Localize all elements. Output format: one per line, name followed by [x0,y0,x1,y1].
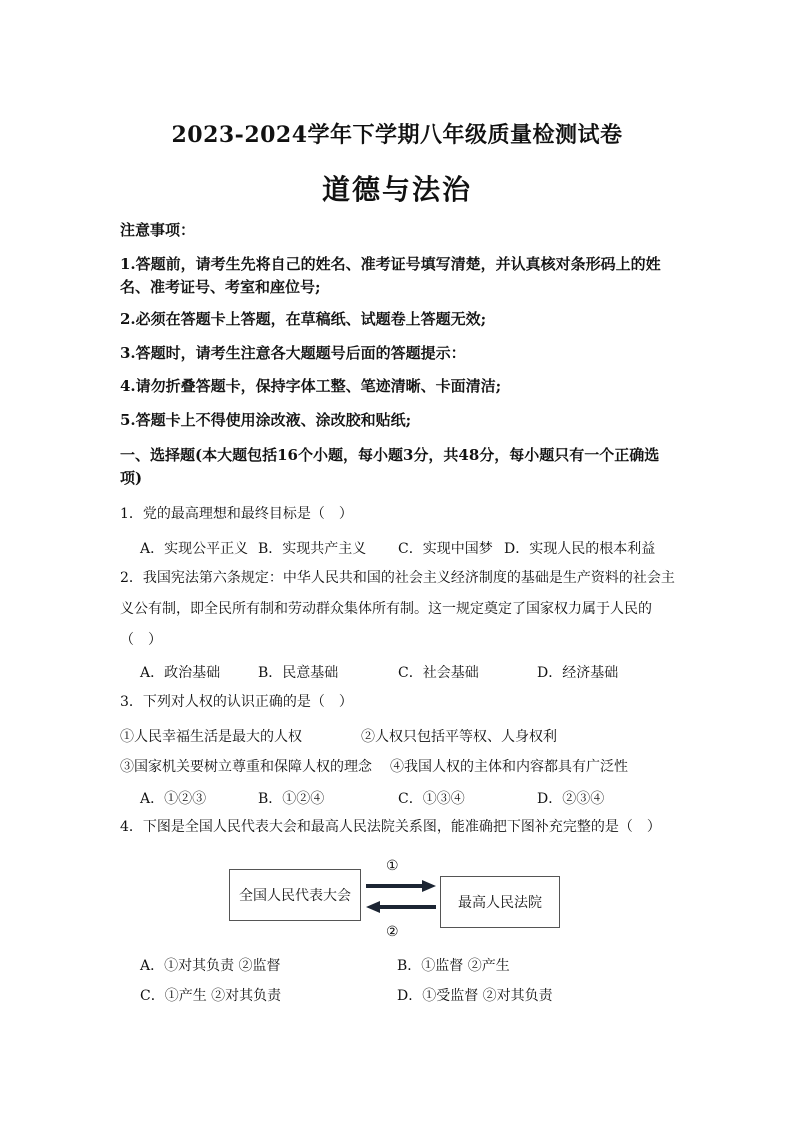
question-4-stem: 4．下图是全国人民代表大会和最高人民法院关系图，能准确把下图补充完整的是（ ） [120,819,661,835]
question-4-option-b: B．①监督 ②产生 [397,958,510,974]
question-1-option-d: D．实现人民的根本利益 [504,541,656,557]
question-3-option-c: C．①③④ [398,791,465,807]
note-item-1: 1.答题前，请考生先将自己的姓名、准考证号填写清楚，并认真核对条形码上的姓名、准考证号、考室和座位号; [120,255,661,296]
question-3-option-d: D．②③④ [537,791,605,807]
question-2-option-d: D．经济基础 [537,665,619,681]
question-3-statement-4: ④我国人权的主体和内容都具有广泛性 [390,759,628,775]
note-item-2: 2.必须在答题卡上答题，在草稿纸、试题卷上答题无效; [120,310,487,328]
notes-heading: 注意事项： [120,221,196,239]
question-2-option-c: C．社会基础 [398,665,479,681]
question-2-option-a: A．政治基础 [140,665,221,681]
question-4-option-a: A．①对其负责 ②监督 [140,958,281,974]
subject-title: 道德与法治 [321,173,472,206]
question-3-option-a: A．①②③ [140,791,207,807]
question-1-stem: 1．党的最高理想和最终目标是（ ） [120,506,353,522]
question-3-statement-3: ③国家机关要树立尊重和保障人权的理念 [120,759,372,775]
arrow-right-icon [366,880,436,892]
question-4-option-c: C．①产生 ②对其负责 [140,988,282,1004]
section-heading: 一、选择题(本大题包括16个小题，每小题3分，共48分，每小题只有一个正确选项) [120,446,660,487]
question-1-option-b: B．实现共产主义 [258,541,367,557]
arrow-left-icon [366,901,436,913]
note-item-5: 5.答题卡上不得使用涂改液、涂改胶和贴纸; [120,411,412,429]
npc-box: 全国人民代表大会 [229,869,361,921]
question-2-stem: 2．我国宪法第六条规定：中华人民共和国的社会主义经济制度的基础是生产资料的社会主义公有制，即全民所有制和劳动群众集体所有制。这一规定奠定了国家权力属于人民的（ ） [120,570,675,648]
question-4-option-d: D．①受监督 ②对其负责 [397,988,553,1004]
question-3-statement-1: ①人民幸福生活是最大的人权 [120,729,302,745]
question-2-option-b: B．民意基础 [258,665,339,681]
marker-2: ② [386,924,399,940]
exam-title: 2023-2024学年下学期八年级质量检测试卷 [171,122,623,148]
note-item-3: 3.答题时，请考生注意各大题题号后面的答题提示： [120,344,466,362]
question-3-stem: 3．下列对人权的认识正确的是（ ） [120,694,353,710]
relationship-arrows [364,878,438,918]
question-3-statement-2: ②人权只包括平等权、人身权利 [361,729,557,745]
note-item-4: 4.请勿折叠答题卡，保持字体工整、笔迹清晰、卡面清洁; [120,377,502,395]
supreme-court-box: 最高人民法院 [440,876,560,928]
marker-1: ① [386,858,399,874]
question-1-option-a: A．实现公平正义 [140,541,249,557]
question-1-option-c: C．实现中国梦 [398,541,493,557]
question-3-option-b: B．①②④ [258,791,325,807]
